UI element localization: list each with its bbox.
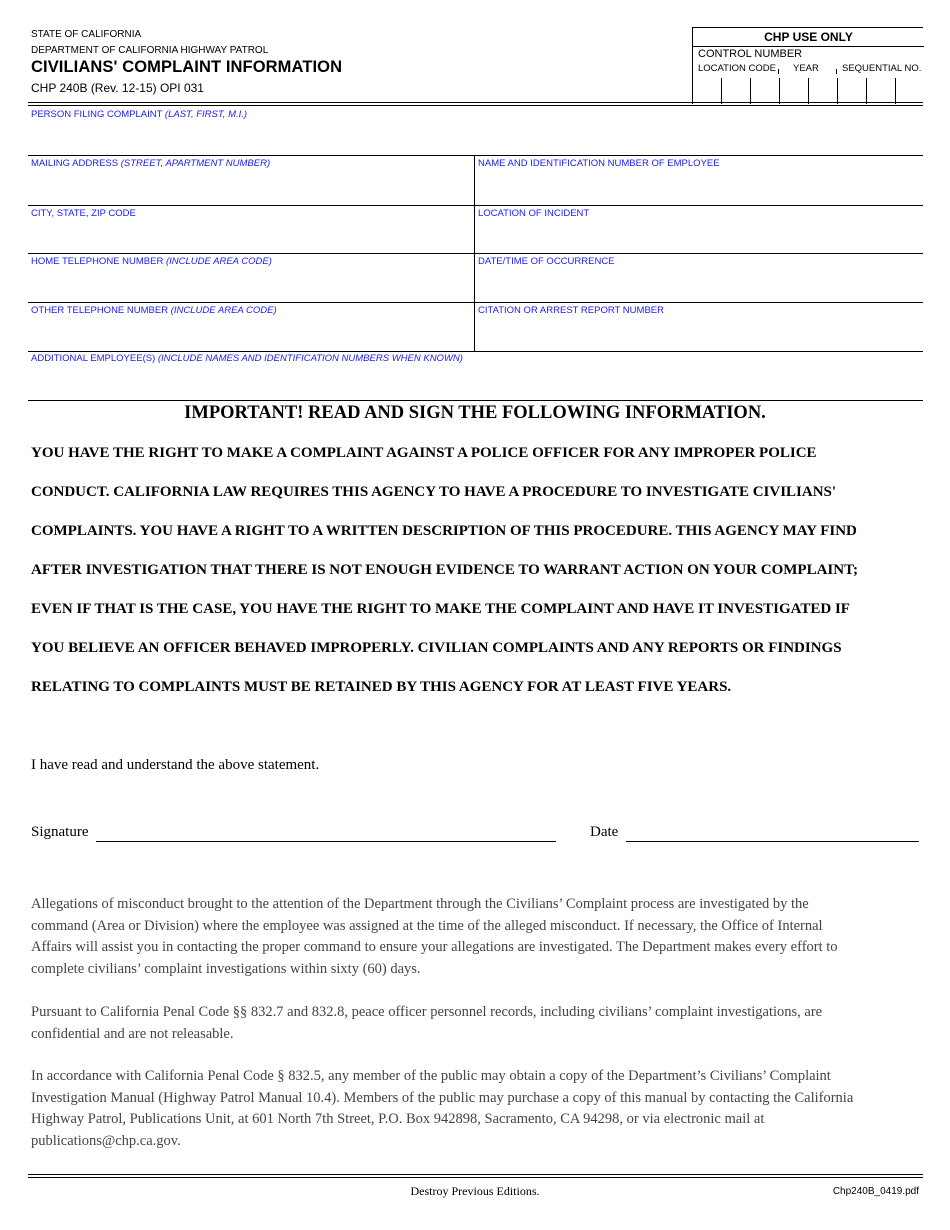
city-state-zip-field[interactable] [31,208,136,219]
important-line: AFTER INVESTIGATION THAT THERE IS NOT ENOUGH EVIDENCE TO WARRANT ACTION ON YOUR COMPLAINT; [31,562,858,578]
state-name: STATE OF CALIFORNIA [31,29,142,40]
important-line: RELATING TO COMPLAINTS MUST BE RETAINED BY THIS AGENCY FOR AT LEAST FIVE YEARS. [31,679,732,695]
date-label: Date [590,824,619,840]
mailing-address-field[interactable] [31,158,270,169]
year-label: YEAR [793,63,819,74]
column-divider [474,155,475,352]
important-title: IMPORTANT! READ AND SIGN THE FOLLOWING INFORMATION. [184,403,766,423]
citation-number-label: CITATION OR ARREST REPORT NUMBER [478,305,664,316]
date-time-label: DATE/TIME OF OCCURRENCE [478,256,615,267]
sequential-number-label: SEQUENTIAL NO. [842,63,922,74]
paragraph-line: In accordance with California Penal Code § 832.5, any member of the public may obtain a copy of the Department’s Civilians’ Complaint [31,1068,831,1084]
manual-access-paragraph [31,1066,923,1152]
location-code-label: LOCATION CODE [698,63,776,74]
signature-line[interactable] [96,841,556,842]
important-line: YOU HAVE THE RIGHT TO MAKE A COMPLAINT AGAINST A POLICE OFFICER FOR ANY IMPROPER POLICE [31,445,817,461]
paragraph-line: Highway Patrol, Publications Unit, at 601 North 7th Street, P.O. Box 942898, Sacramento, CA 94298, or via electronic mail at [31,1111,765,1127]
paragraph-line: Pursuant to California Penal Code §§ 832.7 and 832.8, peace officer personnel records, including civilians’ complaint investigations, are [31,1004,823,1020]
location-of-incident-field[interactable] [478,208,589,219]
important-line: YOU BELIEVE AN OFFICER BEHAVED IMPROPERLY. CIVILIAN COMPLAINTS AND ANY REPORTS OR FINDINGS [31,640,842,656]
control-digit-cell[interactable] [750,78,751,104]
field-rule [28,302,923,303]
other-telephone-field[interactable] [31,305,277,316]
additional-employees-hint: (INCLUDE NAMES AND IDENTIFICATION NUMBERS WHEN KNOWN) [157,353,463,364]
location-of-incident-label: LOCATION OF INCIDENT [478,208,590,219]
footer-rule [28,1174,923,1175]
important-line: EVEN IF THAT IS THE CASE, YOU HAVE THE RIGHT TO MAKE THE COMPLAINT AND HAVE IT INVESTIGATED IF [31,601,850,617]
field-rule [28,155,923,156]
control-digit-cell[interactable] [808,78,809,104]
control-digit-cell[interactable] [895,78,896,104]
control-digit-cell[interactable] [866,78,867,104]
header-rule [28,105,923,106]
other-telephone-hint: (INCLUDE AREA CODE) [170,305,277,316]
person-filing-label: PERSON FILING COMPLAINT [31,109,165,120]
date-time-field[interactable] [478,256,615,267]
section-rule [28,400,923,401]
control-number-label: CONTROL NUMBER [698,48,803,60]
chp-tick [778,69,779,74]
field-rule [28,351,923,352]
chp-use-only-box [692,27,923,104]
home-telephone-field[interactable] [31,256,272,267]
paragraph-line: publications@chp.ca.gov. [31,1132,181,1149]
footer-rule [28,1177,923,1178]
chp-use-only-title: CHP USE ONLY [764,30,853,44]
destroy-previous-editions: Destroy Previous Editions. [410,1184,540,1198]
file-name: Chp240B_0419.pdf [832,1186,919,1197]
field-rule [28,253,923,254]
paragraph-line: complete civilians’ complaint investigations within sixty (60) days. [31,960,421,977]
other-telephone-label: OTHER TELEPHONE NUMBER [31,305,171,316]
paragraph-line: Affairs will assist you in contacting the proper command to ensure your allegations are investigated. The Department makes every effort to [31,939,838,955]
person-filing-field[interactable] [31,109,247,120]
additional-employees-label: ADDITIONAL EMPLOYEE(S) [31,353,158,364]
home-telephone-hint: (INCLUDE AREA CODE) [165,256,272,267]
home-telephone-label: HOME TELEPHONE NUMBER [31,256,166,267]
employee-name-id-field[interactable] [478,158,720,169]
chp-tick [836,69,837,74]
confidentiality-paragraph [31,1002,923,1045]
important-line: CONDUCT. CALIFORNIA LAW REQUIRES THIS AGENCY TO HAVE A PROCEDURE TO INVESTIGATE CIVILIANS' [31,484,837,500]
paragraph-line: command (Area or Division) where the employee was assigned at the time of the alleged misconduct. If necessary, the Office of Internal [31,917,823,934]
mailing-address-hint: (STREET, APARTMENT NUMBER) [120,158,271,169]
form-title: CIVILIANS' COMPLAINT INFORMATION [31,58,343,76]
signature-label: Signature [31,824,89,840]
paragraph-line: Investigation Manual (Highway Patrol Manual 10.4). Members of the public may purchase a copy of this manual by contacting the California [31,1089,854,1106]
form-number: CHP 240B (Rev. 12-15) OPI 031 [31,81,204,95]
citation-number-field[interactable] [478,305,664,316]
header-rule [28,102,923,103]
person-filing-hint: (LAST, FIRST, M.I.) [164,109,248,120]
field-rule [28,205,923,206]
control-digit-cell[interactable] [837,78,838,104]
department-name: DEPARTMENT OF CALIFORNIA HIGHWAY PATROL [31,45,269,56]
city-state-zip-label: CITY, STATE, ZIP CODE [31,208,136,219]
paragraph-line: confidential and are not releasable. [31,1025,234,1042]
important-line: COMPLAINTS. YOU HAVE A RIGHT TO A WRITTEN DESCRIPTION OF THIS PROCEDURE. THIS AGENCY MAY FIND [31,523,857,539]
acknowledgement-text: I have read and understand the above statement. [31,757,320,773]
additional-employees-field[interactable] [31,353,463,364]
employee-name-id-label: NAME AND IDENTIFICATION NUMBER OF EMPLOYEE [478,158,720,169]
complaint-process-paragraph [31,894,923,980]
date-line[interactable] [626,841,919,842]
mailing-address-label: MAILING ADDRESS [31,158,121,169]
control-digit-cell[interactable] [721,78,722,104]
chp-box-divider [693,46,924,47]
paragraph-line: Allegations of misconduct brought to the attention of the Department through the Civilians’ Complaint process are investigated by the [31,896,809,912]
control-digit-cell[interactable] [779,78,780,104]
